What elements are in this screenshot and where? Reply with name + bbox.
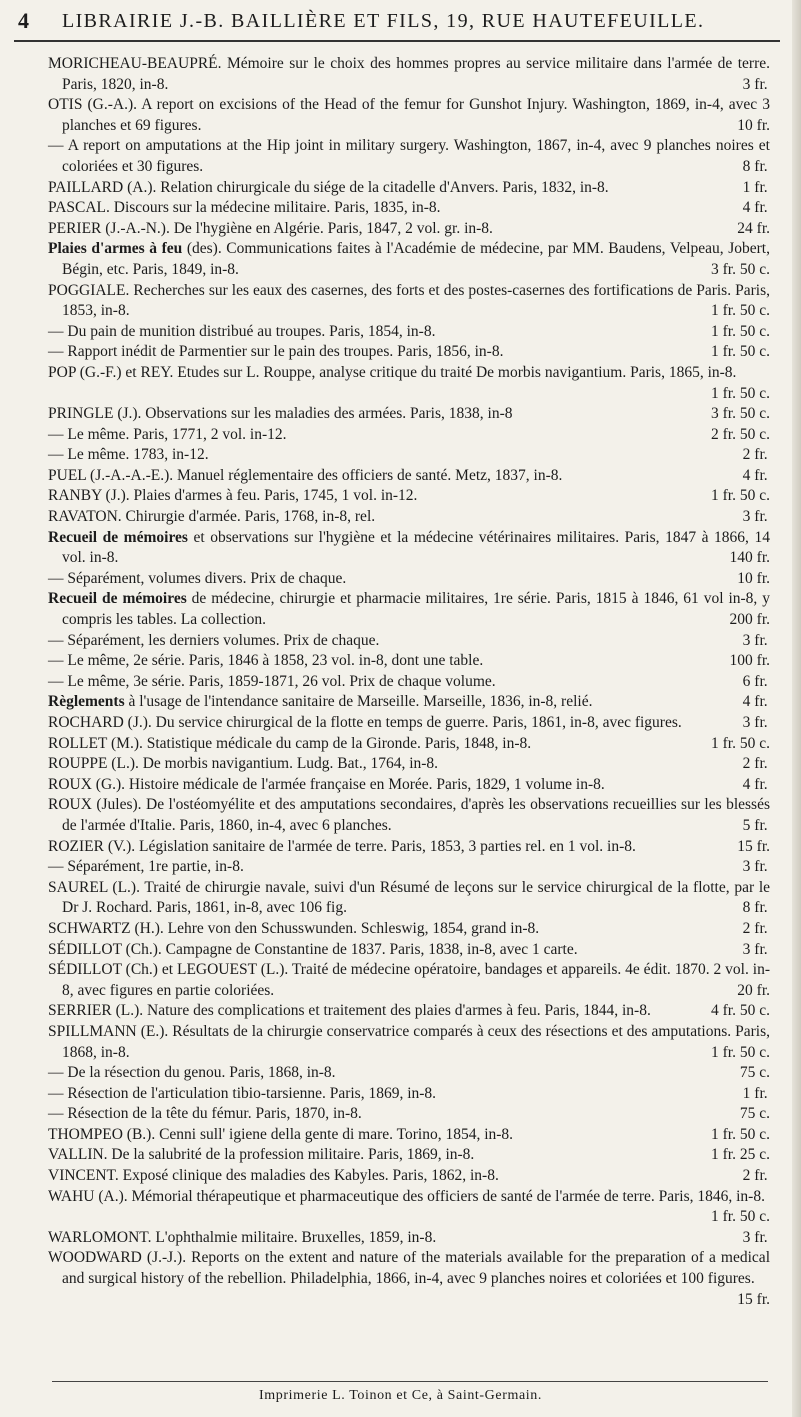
catalogue-entry (48, 713, 770, 734)
entry-price: 3 fr. (742, 940, 768, 958)
entry-price: 1 fr. 50 c. (711, 343, 770, 361)
entry-price: 200 fr. (729, 611, 770, 629)
entry-text: — Séparément, volumes divers. Prix de chaque. (48, 569, 347, 587)
entry-price: 140 fr. (729, 549, 770, 567)
entry-text: PUEL (J.-A.-A.-E.). Manuel réglementaire des officiers de santé. Metz, 1837, in-8. (48, 466, 563, 484)
entry-price: 10 fr. (737, 116, 770, 134)
entry-price: 100 fr. (729, 652, 770, 670)
entry-text: — Résection de la tête du fémur. Paris, 1870, in-8. (48, 1105, 362, 1123)
catalogue-entry (48, 1125, 770, 1146)
catalogue-entry (48, 734, 770, 755)
entry-price: 2 fr. (742, 446, 768, 464)
catalogue-entry (48, 1145, 770, 1166)
entry-price: 4 fr. (742, 466, 768, 484)
catalogue-entry (48, 795, 770, 836)
entry-text: Plaies d'armes à feu (des). Communications faites à l'Académie de médecine, par MM. Baudens, Velpeau, Jobert, Bégin, etc. Paris, 1849, in-8. (48, 240, 770, 278)
catalogue-entry (48, 528, 770, 569)
catalogue-entry (48, 445, 770, 466)
entry-price: 1 fr. 50 c. (711, 1208, 770, 1226)
entry-text: SÉDILLOT (Ch.). Campagne de Constantine de 1837. Paris, 1838, in-8, avec 1 carte. (48, 940, 578, 958)
running-head (14, 8, 774, 38)
catalogue-entry (48, 672, 770, 693)
entry-price: 1 fr. 50 c. (711, 302, 770, 320)
entry-price: 10 fr. (737, 569, 770, 587)
catalogue-entry (48, 960, 770, 1001)
entry-price: 3 fr. (742, 508, 768, 526)
entry-text: PERIER (J.-A.-N.). De l'hygiène en Algérie. Paris, 1847, 2 vol. gr. in-8. (48, 219, 493, 237)
catalogue-entry (48, 342, 770, 363)
entry-text: SÉDILLOT (Ch.) et LEGOUEST (L.). Traité de médecine opératoire, bandages et appareils. 4e édit. 1870. 2 vol. in-8, avec figures en partie coloriées. (48, 961, 770, 999)
entry-text: — De la résection du genou. Paris, 1868, in-8. (48, 1064, 336, 1082)
entry-price: 24 fr. (737, 219, 770, 237)
entry-price: 1 fr. 50 c. (711, 384, 770, 402)
entry-price: 1 fr. 50 c. (711, 1043, 770, 1061)
catalogue-entry (48, 1001, 770, 1022)
entry-text: — Le même. Paris, 1771, 2 vol. in-12. (48, 425, 287, 443)
catalogue-entry (48, 1248, 770, 1310)
entry-price: 3 fr. (742, 858, 768, 876)
entry-price: 4 fr. 50 c. (711, 1002, 770, 1020)
entry-price: 4 fr. (742, 775, 768, 793)
catalogue-entries (48, 54, 770, 1310)
entry-price: 8 fr. (742, 899, 768, 917)
catalogue-entry (48, 1022, 770, 1063)
running-title: LIBRAIRIE J.-B. BAILLIÈRE ET FILS, 19, RUE HAUTEFEUILLE. (62, 10, 705, 32)
catalogue-entry (48, 198, 770, 219)
catalogue-entry (48, 1228, 770, 1249)
page-number: 4 (18, 8, 29, 33)
entry-price: 3 fr. 50 c. (711, 405, 770, 423)
catalogue-entry (48, 837, 770, 858)
entry-text: ROUPPE (L.). De morbis navigantium. Ludg. Bat., 1764, in-8. (48, 755, 439, 773)
entry-text: — Du pain de munition distribué au troupes. Paris, 1854, in-8. (48, 322, 436, 340)
catalogue-entry (48, 281, 770, 322)
catalogue-entry (48, 589, 770, 630)
entry-text: WARLOMONT. L'ophthalmie militaire. Bruxelles, 1859, in-8. (48, 1228, 437, 1246)
catalogue-entry (48, 651, 770, 672)
catalogue-entry (48, 1187, 770, 1228)
entry-text: — Résection de l'articulation tibio-tarsienne. Paris, 1869, in-8. (48, 1084, 437, 1102)
catalogue-entry (48, 363, 770, 404)
entry-text: — Le même, 2e série. Paris, 1846 à 1858, 23 vol. in-8, dont une table. (48, 652, 484, 670)
header-rule (14, 40, 780, 42)
printer-imprint: Imprimerie L. Toinon et Ce, à Saint-Germain. (259, 1388, 542, 1403)
entry-text: VINCENT. Exposé clinique des maladies des Kabyles. Paris, 1862, in-8. (48, 1167, 499, 1185)
entry-price: 5 fr. (742, 816, 768, 834)
catalogue-entry (48, 631, 770, 652)
entry-text: ROLLET (M.). Statistique médicale du camp de la Gironde. Paris, 1848, in-8. (48, 734, 532, 752)
entry-price: 1 fr. 25 c. (711, 1146, 770, 1164)
entry-price: 3 fr. (742, 631, 768, 649)
entry-text: — Le même, 3e série. Paris, 1859-1871, 26 vol. Prix de chaque volume. (48, 672, 496, 690)
page-edge (792, 0, 801, 1417)
entry-price: 15 fr. (737, 1290, 770, 1308)
entry-text: SCHWARTZ (H.). Lehre von den Schusswunden. Schleswig, 1854, grand in-8. (48, 919, 540, 937)
entry-price: 15 fr. (737, 837, 770, 855)
catalogue-entry (48, 878, 770, 919)
entry-price: 1 fr. (742, 178, 768, 196)
catalogue-entry (48, 178, 770, 199)
entry-price: 75 c. (739, 1064, 770, 1082)
catalogue-entry (48, 322, 770, 343)
entry-text: SERRIER (L.). Nature des complications et traitement des plaies d'armes à feu. Paris, 1844, in-8. (48, 1002, 651, 1020)
entry-text: — Séparément, 1re partie, in-8. (48, 858, 244, 876)
entry-text: Recueil de mémoires et observations sur l'hygiène et la médecine vétérinaires militaires. Paris, 1847 à 1866, 14 vol. in-8. (48, 528, 770, 567)
entry-price: 4 fr. (742, 199, 768, 217)
catalogue-entry (48, 919, 770, 940)
entry-price: 20 fr. (737, 981, 770, 999)
entry-price: 2 fr. (742, 919, 768, 937)
entry-price: 6 fr. (742, 672, 768, 690)
entry-price: 2 fr. (742, 755, 768, 773)
catalogue-entry (48, 136, 770, 177)
catalogue-entry (48, 1104, 770, 1125)
entry-text: ROCHARD (J.). Du service chirurgical de la flotte en temps de guerre. Paris, 1861, in-8, avec figures. (48, 714, 682, 731)
entry-text: MORICHEAU-BEAUPRÉ. Mémoire sur le choix des hommes propres au service militaire dans l'armée de terre. Paris, 1820, in-8. (48, 55, 770, 93)
catalogue-entry (48, 775, 770, 796)
entry-price: 2 fr. (742, 1167, 768, 1185)
entry-price: 3 fr. 50 c. (711, 260, 770, 278)
catalogue-entry (48, 857, 770, 878)
entry-text: THOMPEO (B.). Cenni sull' igiene della gente di mare. Torino, 1854, in-8. (48, 1125, 514, 1143)
catalogue-entry (48, 1063, 770, 1084)
catalogue-entry (48, 425, 770, 446)
catalogue-entry (48, 219, 770, 240)
entry-text: ROZIER (V.). Législation sanitaire de l'armée de terre. Paris, 1853, 3 parties rel. en 1 vol. in-8. (48, 837, 636, 855)
catalogue-entry (48, 507, 770, 528)
catalogue-entry (48, 404, 770, 425)
entry-text: ROUX (G.). Histoire médicale de l'armée française en Morée. Paris, 1829, 1 volume in-8. (48, 775, 605, 793)
entry-text: RANBY (J.). Plaies d'armes à feu. Paris, 1745, 1 vol. in-12. (48, 487, 418, 505)
entry-text: PAILLARD (A.). Relation chirurgicale du siége de la citadelle d'Anvers. Paris, 1832, in-8. (48, 178, 609, 196)
entry-price: 2 fr. 50 c. (711, 425, 770, 443)
catalogue-entry (48, 692, 770, 713)
entry-price: 1 fr. 50 c. (711, 1125, 770, 1143)
entry-price: 3 fr. (742, 1228, 768, 1246)
entry-text: RAVATON. Chirurgie d'armée. Paris, 1768, in-8, rel. (48, 508, 376, 526)
entry-text: Règlements à l'usage de l'intendance sanitaire de Marseille. Marseille, 1836, in-8, relié. (48, 693, 593, 711)
catalogue-entry (48, 1084, 770, 1105)
entry-text: WOODWARD (J.-J.). Reports on the extent and nature of the materials available for the preparation of a medical and surgical history of the rebellion. Philadelphia, 1866, in-4, avec 9 planches noires et coloriées et 100 figures. (48, 1249, 770, 1288)
entry-text: SAUREL (L.). Traité de chirurgie navale, suivi d'un Résumé de leçons sur le service chirurgical de la flotte, par le Dr J. Rochard. Paris, 1861, in-8, avec 106 fig. (48, 878, 770, 917)
entry-price: 4 fr. (742, 693, 768, 711)
entry-price: 75 c. (739, 1105, 770, 1123)
entry-price: 1 fr. (742, 1084, 768, 1102)
entry-price: 3 fr. (742, 75, 768, 93)
entry-text: POGGIALE. Recherches sur les eaux des casernes, des forts et des postes-casernes des fortifications de Paris. Paris, 1853, in-8. (48, 281, 770, 320)
entry-text: SPILLMANN (E.). Résultats de la chirurgie conservatrice comparés à ceux des résections et des amputations. Paris, 1868, in-8. (48, 1022, 770, 1061)
entry-text: ROUX (Jules). De l'ostéomyélite et des amputations secondaires, d'après les observations recueillies sur les blessés de l'armée d'Italie. Paris, 1860, in-4, avec 6 planches. (48, 796, 770, 834)
entry-text: WAHU (A.). Mémorial thérapeutique et pharmaceutique des officiers de santé de l'armée de terre. Paris, 1846, in-8. (48, 1187, 765, 1205)
entry-text: — Séparément, les derniers volumes. Prix de chaque. (48, 631, 380, 649)
entry-text: — Rapport inédit de Parmentier sur le pain des troupes. Paris, 1856, in-8. (48, 343, 504, 361)
footer-rule (52, 1381, 768, 1382)
entry-text: PASCAL. Discours sur la médecine militaire. Paris, 1835, in-8. (48, 199, 441, 217)
catalogue-entry (48, 940, 770, 961)
entry-text: PRINGLE (J.). Observations sur les maladies des armées. Paris, 1838, in-8 (48, 405, 513, 423)
entry-text: — A report on amputations at the Hip joint in military surgery. Washington, 1867, in-4, avec 9 planches noires et coloriées et 30 figures. (48, 137, 770, 175)
entry-price: 1 fr. 50 c. (711, 322, 770, 340)
entry-price: 3 fr. (742, 714, 768, 731)
entry-text: Recueil de mémoires de médecine, chirurgie et pharmacie militaires, 1re série. Paris, 1815 à 1846, 61 vol in-8, y compris les tables. La collection. (48, 590, 770, 629)
entry-text: POP (G.-F.) et REY. Etudes sur L. Rouppe, analyse critique du traité De morbis navigantium. Paris, 1865, in-8. (48, 363, 737, 381)
entry-price: 1 fr. 50 c. (711, 734, 770, 752)
catalogue-entry (48, 1166, 770, 1187)
entry-price: 1 fr. 50 c. (711, 487, 770, 505)
catalogue-entry (48, 569, 770, 590)
entry-text: VALLIN. De la salubrité de la profession militaire. Paris, 1869, in-8. (48, 1146, 475, 1164)
catalogue-entry (48, 486, 770, 507)
catalogue-entry (48, 754, 770, 775)
entry-text: OTIS (G.-A.). A report on excisions of the Head of the femur for Gunshot Injury. Washington, 1869, in-4, avec 3 planches et 69 figures. (48, 96, 770, 134)
entry-text: — Le même. 1783, in-12. (48, 446, 209, 464)
catalogue-entry (48, 95, 770, 136)
catalogue-entry (48, 239, 770, 280)
catalogue-entry (48, 54, 770, 95)
entry-price: 8 fr. (742, 157, 768, 175)
catalogue-entry (48, 466, 770, 487)
